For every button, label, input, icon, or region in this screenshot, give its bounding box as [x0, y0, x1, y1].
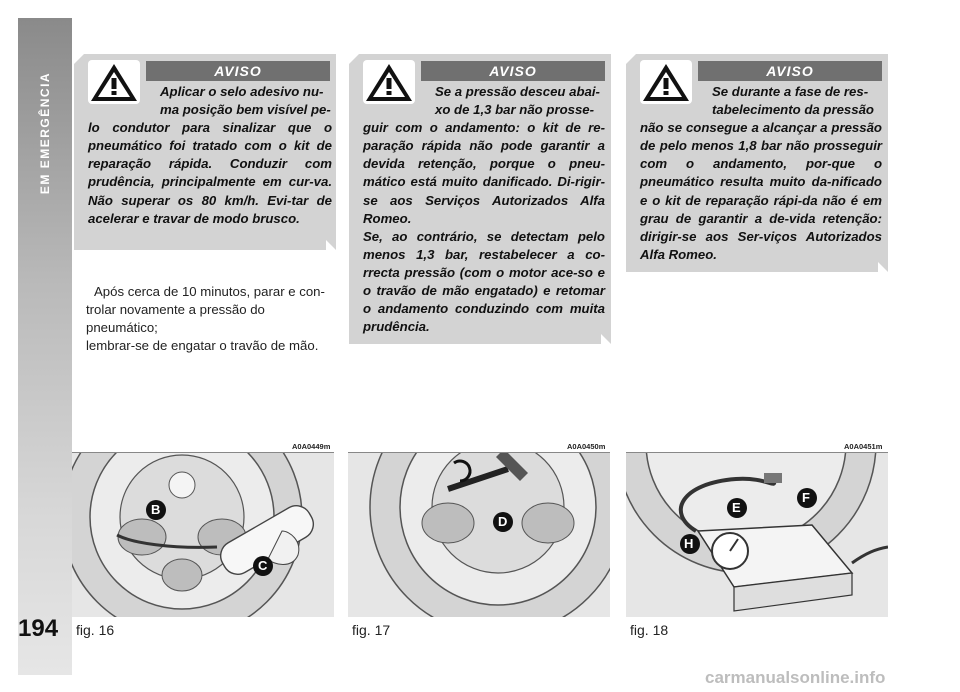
warning-corner-notch — [349, 54, 359, 64]
callout-text: F — [802, 490, 810, 505]
warning-heading-1: AVISO — [146, 61, 330, 81]
figure-18-illustration — [626, 452, 888, 617]
warning-corner-notch — [626, 54, 636, 64]
warning-corner-cut — [326, 240, 336, 250]
figure-caption: fig. 17 — [352, 622, 391, 638]
figure-caption: fig. 16 — [76, 622, 115, 638]
warning-text-1 — [88, 83, 332, 228]
callout-text: B — [151, 502, 161, 517]
warning-line: Se a pressão desceu abai- — [435, 84, 600, 99]
watermark: carmanualsonline.info — [705, 668, 886, 687]
warning-body: lo condutor para sinalizar que o pneumático foi tratado com o kit de reparação rápida. Conduzir com prudência, principalmente em cur-va. Não superar os 80 km/h. Evi-tar de acelerar e travar de modo brusco. — [88, 120, 332, 226]
warning-text-3 — [640, 83, 882, 264]
warning-line: ma posição bem visível pe- — [160, 102, 331, 118]
figure-16-illustration — [72, 452, 334, 617]
warning-line: Aplicar o selo adesivo nu- — [160, 84, 324, 99]
warning-corner-notch — [74, 54, 84, 64]
body-paragraph — [86, 283, 332, 355]
callout-text: H — [684, 536, 694, 551]
section-title — [18, 38, 72, 228]
section-title-text: EM EMERGÊNCIA — [38, 71, 52, 195]
page-number: 194 — [18, 615, 59, 642]
warning-body: guir com o andamento: o kit de re-paração rápida não pode garantir a devida retenção, porque o pneu-mático está muito danificado. Di-rigir-se aos Serviços Autorizados Alfa Romeo. — [363, 120, 605, 226]
warning-line: Se durante a fase de res- — [712, 84, 869, 99]
figure-code: A0A0450m — [567, 442, 606, 451]
warning-body-2: Se, ao contrário, se detectam pelo menos 1,3 bar, restabelecer a co-rrecta pressão (com o motor ace-so e o travão de mão engatado) e retomar o andamento conduzindo com muita prudência. — [363, 228, 605, 335]
body-line: trolar novamente a pressão do pneumático; — [86, 302, 265, 335]
warning-text-2 — [363, 83, 605, 336]
warning-line: tabelecimento da pressão — [712, 102, 874, 118]
figure-17-illustration — [348, 452, 610, 617]
body-line: Após cerca de 10 minutos, parar e con- — [94, 284, 325, 299]
figure-code: A0A0449m — [292, 442, 331, 451]
warning-body: não se consegue a alcançar a pressão de pelo menos 1,8 bar não prosseguir com o andamento, por-que o pneumático resulta muito da-nificado e o kit de reparação rápi-da não é em grau de garantir a de-vida retenção: dirigir-se aos Ser-viços Autorizados Alfa Romeo. — [640, 120, 882, 262]
figure-caption: fig. 18 — [630, 622, 669, 638]
callout-text: C — [258, 558, 268, 573]
callout-text: D — [498, 514, 508, 529]
figure-code: A0A0451m — [844, 442, 883, 451]
callout-text: E — [732, 500, 741, 515]
warning-line: xo de 1,3 bar não prosse- — [435, 102, 595, 118]
sidebar-band — [18, 18, 72, 675]
warning-heading-3: AVISO — [698, 61, 882, 81]
body-line: lembrar-se de engatar o travão de mão. — [86, 338, 319, 353]
warning-heading-2: AVISO — [421, 61, 605, 81]
